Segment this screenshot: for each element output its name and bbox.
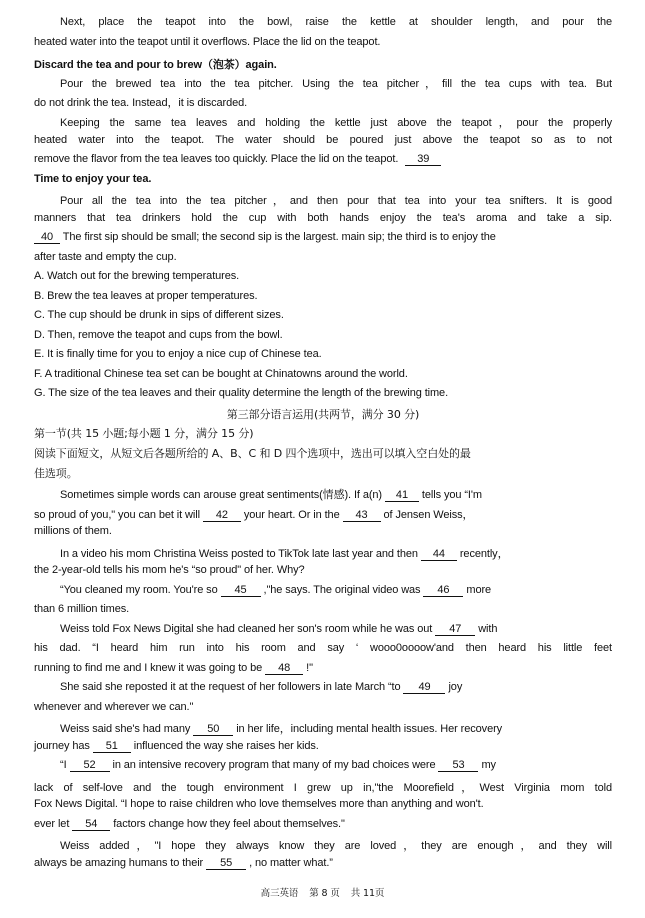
cloze-h-text2: with — [478, 623, 498, 635]
footer-page-number: 第 8 页 — [309, 888, 340, 899]
option-g: G. The size of the tea leaves and their quality determine the length of the brewing time. — [34, 387, 449, 399]
instructions-line1: 阅读下面短文，从短文后各题所给的 A、B、C 和 D 四个选项中，选出可以填入空白处的最 — [34, 447, 471, 460]
blank-45: 45 — [221, 585, 261, 597]
blank-39: 39 — [405, 154, 441, 166]
cloze-line-b — [34, 506, 612, 522]
instructions-line2: 佳选项。 — [34, 467, 78, 480]
cloze-line-i: his dad. “I heard him run into his room and say ‘ wooo0oooow'and then heard his little feet — [34, 642, 612, 654]
cloze-line-m — [60, 720, 612, 736]
cloze-line-p: lack of self-love and the tough environment I grew up in,"the Moorefield，West Virginia mom told — [34, 782, 612, 794]
blank-52: 52 — [70, 760, 110, 772]
cloze-f-text2: ,"he says. The original video was — [263, 584, 421, 596]
blank-47: 47 — [435, 624, 475, 636]
p1-line2: heated water into the teapot until it overflows. Place the lid on the teapot. — [34, 36, 381, 48]
option-d: D. Then, remove the teapot and cups from the bowl. — [34, 329, 283, 341]
p3-line3-text: remove the flavor from the tea leaves too quickly. Place the lid on the teapot. — [34, 153, 399, 165]
cloze-line-h — [60, 623, 612, 636]
cloze-j-text2: !" — [306, 662, 313, 674]
blank-43: 43 — [343, 510, 381, 522]
blank-54: 54 — [72, 819, 110, 831]
cloze-line-r — [34, 818, 612, 831]
cloze-line-j — [34, 662, 612, 675]
cloze-k-text2: joy — [448, 681, 463, 693]
cloze-a-text1: Sometimes simple words can arouse great sentiments(情感). If a(n) — [60, 489, 382, 501]
blank-44: 44 — [421, 549, 457, 561]
cloze-t-text1: always be amazing humans to their — [34, 857, 204, 869]
cloze-b-text1: so proud of you," you can bet it will — [34, 509, 200, 521]
blank-55: 55 — [206, 858, 246, 870]
p3-line2: heated water into the teapot. The water should be poured just above the teapot so as to not — [34, 134, 612, 146]
cloze-o-text2: in an intensive recovery program that many of my bad choices were — [112, 759, 436, 771]
cloze-line-d — [60, 545, 612, 561]
cloze-o-text1: “I — [60, 759, 67, 771]
cloze-line-q: Fox News Digital. “I hope to raise children who love themselves more than anything and won't. — [34, 798, 484, 810]
p4-line3-text: The first sip should be small; the second sip is the largest. main sip; the third is to enjoy the — [62, 231, 496, 243]
section1-title: 第一节(共 15 小题;每小题 1 分，满分 15 分) — [34, 427, 254, 440]
option-a: A. Watch out for the brewing temperatures. — [34, 270, 240, 282]
heading-enjoy-tea: Time to enjoy your tea. — [34, 173, 152, 185]
p4-line4: after taste and empty the cup. — [34, 251, 177, 263]
p2-line2: do not drink the tea. Instead，it is discarded. — [34, 97, 248, 109]
cloze-f-text3: more — [466, 584, 492, 596]
blank-50: 50 — [193, 724, 233, 736]
cloze-n-text2: influenced the way she raises her kids. — [133, 740, 319, 752]
cloze-d-text2: recently， — [459, 548, 509, 560]
cloze-line-e: the 2-year-old tells his mom he's “so proud" of her. Why? — [34, 564, 305, 576]
blank-49: 49 — [403, 682, 445, 694]
footer-subject: 高三英语 — [260, 888, 299, 899]
cloze-line-f — [60, 584, 612, 597]
p4-line2: manners that tea drinkers hold the cup with both hands enjoy the tea's aroma and take a sip. — [34, 212, 612, 224]
cloze-f-text1: “You cleaned my room. You're so — [60, 584, 218, 596]
cloze-t-text2: , no matter what.” — [249, 857, 333, 869]
cloze-line-l: whenever and wherever we can." — [34, 701, 194, 713]
blank-48: 48 — [265, 663, 303, 675]
cloze-j-text1: running to find me and I knew it was going to be — [34, 662, 263, 674]
blank-42: 42 — [203, 510, 241, 522]
p1-line1: Next, place the teapot into the bowl, raise the kettle at shoulder length, and pour the — [60, 16, 612, 28]
p2-line1: Pour the brewed tea into the tea pitcher. Using the tea pitcher，fill the tea cups with tea. But — [60, 78, 612, 90]
p3-line3 — [34, 153, 612, 166]
cloze-line-a — [60, 486, 612, 502]
cloze-h-text1: Weiss told Fox News Digital she had cleaned her son's room while he was out — [60, 623, 433, 635]
page-footer — [0, 885, 645, 899]
cloze-b-text2: your heart. Or in the — [243, 509, 340, 521]
cloze-line-s: Weiss added，"I hope they always know they are loved，they are enough，and they will — [60, 840, 612, 852]
footer-total-pages: 共 11页 — [350, 888, 385, 899]
cloze-m-text1: Weiss said she's had many — [60, 723, 191, 735]
p4-line1: Pour all the tea into the tea pitcher，and then pour that tea into your tea snifters. It is good — [60, 195, 612, 207]
heading-discard-tea: Discard the tea and pour to brew（泡茶）again. — [34, 59, 277, 71]
option-e: E. It is finally time for you to enjoy a nice cup of Chinese tea. — [34, 348, 322, 360]
cloze-b-text3: of Jensen Weiss， — [383, 509, 474, 521]
cloze-m-text2: in her life，including mental health issues. Her recovery — [236, 723, 503, 735]
cloze-r-text2: factors change how they feel about themselves." — [113, 818, 345, 830]
cloze-line-k — [60, 681, 612, 694]
p3-line1: Keeping the same tea leaves and holding the kettle just above the teapot，pour the properly — [60, 117, 612, 129]
blank-46: 46 — [423, 585, 463, 597]
p4-line3 — [34, 231, 612, 244]
blank-41: 41 — [385, 490, 419, 502]
cloze-a-text2: tells you “I'm — [421, 489, 482, 501]
cloze-k-text1: She said she reposted it at the request of her followers in late March “to — [60, 681, 401, 693]
option-b: B. Brew the tea leaves at proper temperatures. — [34, 290, 258, 302]
cloze-line-o — [60, 759, 612, 772]
blank-53: 53 — [438, 760, 478, 772]
part3-title: 第三部分语言运用(共两节，满分 30 分) — [226, 408, 420, 421]
option-f: F. A traditional Chinese tea set can be bought at Chinatowns around the world. — [34, 368, 408, 380]
blank-51: 51 — [93, 741, 131, 753]
cloze-r-text1: ever let — [34, 818, 70, 830]
cloze-line-t — [34, 857, 612, 870]
cloze-n-text1: journey has — [34, 740, 90, 752]
cloze-line-c: millions of them. — [34, 525, 112, 537]
cloze-line-g: than 6 million times. — [34, 603, 130, 615]
cloze-d-text1: In a video his mom Christina Weiss posted to TikTok late last year and then — [60, 548, 418, 560]
cloze-line-n — [34, 740, 612, 753]
blank-40: 40 — [34, 232, 60, 244]
cloze-o-text3: my — [481, 759, 496, 771]
option-c: C. The cup should be drunk in sips of different sizes. — [34, 309, 284, 321]
